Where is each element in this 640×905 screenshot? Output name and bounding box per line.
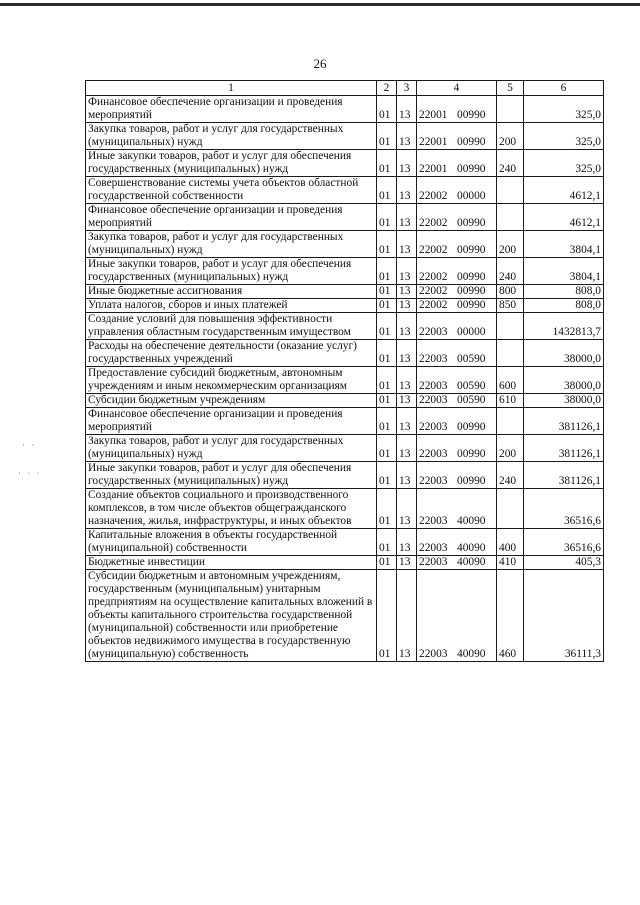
row-subsection: 13	[397, 313, 417, 340]
row-section: 01	[377, 123, 397, 150]
row-section: 01	[377, 408, 397, 435]
target-article-direction: 40090	[457, 515, 486, 527]
row-subsection: 13	[397, 462, 417, 489]
target-article-direction: 00990	[457, 244, 486, 256]
table-body	[86, 96, 604, 662]
row-name: Бюджетные инвестиции	[86, 556, 377, 570]
row-amount: 38000,0	[524, 340, 604, 367]
row-subsection: 13	[397, 489, 417, 529]
row-section: 01	[377, 150, 397, 177]
row-name: Финансовое обеспечение организации и проведения мероприятий	[86, 408, 377, 435]
target-article-program: 22002	[419, 285, 448, 297]
target-article-direction: 00990	[457, 271, 486, 283]
target-article-program: 22002	[419, 271, 448, 283]
target-article-program: 22002	[419, 190, 448, 202]
header-col-4: 4	[417, 81, 497, 96]
target-article-direction: 00590	[457, 353, 486, 365]
row-expense-type: 200	[497, 231, 524, 258]
row-target-article	[417, 299, 497, 313]
row-section: 01	[377, 556, 397, 570]
row-name: Финансовое обеспечение организации и проведения мероприятий	[86, 204, 377, 231]
row-subsection: 13	[397, 435, 417, 462]
table-row	[86, 570, 604, 662]
row-amount: 38000,0	[524, 394, 604, 408]
row-expense-type: 850	[497, 299, 524, 313]
row-amount: 4612,1	[524, 177, 604, 204]
row-name: Создание условий для повышения эффективности управления областным государственным имуществом	[86, 313, 377, 340]
row-amount: 808,0	[524, 285, 604, 299]
row-section: 01	[377, 258, 397, 285]
table-row	[86, 313, 604, 340]
table-row	[86, 340, 604, 367]
row-subsection: 13	[397, 556, 417, 570]
row-section: 01	[377, 313, 397, 340]
row-section: 01	[377, 435, 397, 462]
row-name: Предоставление субсидий бюджетным, автономным учреждениям и иным некоммерческим организациям	[86, 367, 377, 394]
header-col-3: 3	[397, 81, 417, 96]
row-expense-type: 800	[497, 285, 524, 299]
row-expense-type: 460	[497, 570, 524, 662]
row-name: Иные закупки товаров, работ и услуг для обеспечения государственных (муниципальных) нужд	[86, 462, 377, 489]
row-subsection: 13	[397, 204, 417, 231]
row-target-article	[417, 231, 497, 258]
row-target-article	[417, 435, 497, 462]
row-name: Закупка товаров, работ и услуг для государственных (муниципальных) нужд	[86, 435, 377, 462]
row-target-article	[417, 529, 497, 556]
table-row	[86, 489, 604, 529]
row-name: Создание объектов социального и производственного комплексов, в том числе объектов общегражданского назначения, жилья, инфраструктуры, и иных объектов	[86, 489, 377, 529]
table-row	[86, 177, 604, 204]
target-article-direction: 00000	[457, 190, 486, 202]
row-subsection: 13	[397, 123, 417, 150]
row-expense-type: 410	[497, 556, 524, 570]
scan-noise: · ·	[22, 440, 37, 450]
target-article-direction: 00590	[457, 380, 486, 392]
table-row	[86, 204, 604, 231]
row-amount: 325,0	[524, 96, 604, 123]
row-amount: 381126,1	[524, 408, 604, 435]
row-subsection: 13	[397, 258, 417, 285]
row-amount: 405,3	[524, 556, 604, 570]
row-expense-type	[497, 177, 524, 204]
row-name: Иные закупки товаров, работ и услуг для обеспечения государственных (муниципальных) нужд	[86, 258, 377, 285]
row-amount: 4612,1	[524, 204, 604, 231]
row-section: 01	[377, 231, 397, 258]
top-border-line	[0, 3, 640, 6]
row-target-article	[417, 313, 497, 340]
target-article-program: 22003	[419, 380, 448, 392]
row-target-article	[417, 150, 497, 177]
target-article-direction: 00990	[457, 109, 486, 121]
row-expense-type	[497, 489, 524, 529]
row-subsection: 13	[397, 231, 417, 258]
row-section: 01	[377, 462, 397, 489]
row-target-article	[417, 408, 497, 435]
row-name: Иные закупки товаров, работ и услуг для обеспечения государственных (муниципальных) нужд	[86, 150, 377, 177]
target-article-program: 22003	[419, 648, 448, 660]
target-article-direction: 40090	[457, 556, 486, 568]
row-amount: 36111,3	[524, 570, 604, 662]
row-target-article	[417, 367, 497, 394]
target-article-direction: 00000	[457, 326, 486, 338]
target-article-direction: 00990	[457, 475, 486, 487]
row-expense-type: 600	[497, 367, 524, 394]
target-article-program: 22003	[419, 515, 448, 527]
target-article-direction: 40090	[457, 542, 486, 554]
row-subsection: 13	[397, 367, 417, 394]
row-name: Иные бюджетные ассигнования	[86, 285, 377, 299]
table-row	[86, 123, 604, 150]
row-expense-type: 240	[497, 258, 524, 285]
row-target-article	[417, 556, 497, 570]
table-row	[86, 258, 604, 285]
header-col-2: 2	[377, 81, 397, 96]
row-target-article	[417, 258, 497, 285]
table-row	[86, 367, 604, 394]
row-expense-type: 200	[497, 435, 524, 462]
row-subsection: 13	[397, 177, 417, 204]
target-article-direction: 40090	[457, 648, 486, 660]
header-col-1: 1	[86, 81, 377, 96]
row-section: 01	[377, 177, 397, 204]
row-amount: 381126,1	[524, 462, 604, 489]
row-subsection: 13	[397, 340, 417, 367]
row-target-article	[417, 177, 497, 204]
row-expense-type	[497, 204, 524, 231]
target-article-direction: 00990	[457, 421, 486, 433]
row-expense-type: 610	[497, 394, 524, 408]
row-expense-type: 240	[497, 462, 524, 489]
row-expense-type: 400	[497, 529, 524, 556]
row-target-article	[417, 394, 497, 408]
target-article-direction: 00990	[457, 285, 486, 297]
row-target-article	[417, 123, 497, 150]
table-row	[86, 96, 604, 123]
table-row	[86, 394, 604, 408]
row-amount: 3804,1	[524, 258, 604, 285]
target-article-program: 22002	[419, 299, 448, 311]
target-article-program: 22002	[419, 244, 448, 256]
target-article-program: 22001	[419, 136, 448, 148]
row-amount: 36516,6	[524, 489, 604, 529]
row-section: 01	[377, 340, 397, 367]
row-section: 01	[377, 204, 397, 231]
target-article-direction: 00990	[457, 448, 486, 460]
row-amount: 381126,1	[524, 435, 604, 462]
table-row	[86, 529, 604, 556]
row-subsection: 13	[397, 299, 417, 313]
scan-noise: · · ·	[18, 468, 42, 478]
row-name: Субсидии бюджетным учреждениям	[86, 394, 377, 408]
row-name: Уплата налогов, сборов и иных платежей	[86, 299, 377, 313]
row-target-article	[417, 570, 497, 662]
table-row	[86, 150, 604, 177]
row-amount: 36516,6	[524, 529, 604, 556]
row-section: 01	[377, 285, 397, 299]
row-subsection: 13	[397, 285, 417, 299]
target-article-program: 22003	[419, 475, 448, 487]
table-row	[86, 435, 604, 462]
header-row	[86, 81, 604, 96]
row-expense-type	[497, 408, 524, 435]
target-article-direction: 00990	[457, 217, 486, 229]
table-row	[86, 556, 604, 570]
page-number: 26	[313, 56, 327, 71]
row-target-article	[417, 96, 497, 123]
row-expense-type	[497, 96, 524, 123]
header-col-6: 6	[524, 81, 604, 96]
target-article-program: 22003	[419, 326, 448, 338]
target-article-program: 22003	[419, 542, 448, 554]
target-article-program: 22003	[419, 421, 448, 433]
target-article-direction: 00990	[457, 136, 486, 148]
table-row	[86, 299, 604, 313]
row-section: 01	[377, 570, 397, 662]
row-target-article	[417, 285, 497, 299]
row-amount: 325,0	[524, 150, 604, 177]
target-article-program: 22001	[419, 109, 448, 121]
row-section: 01	[377, 394, 397, 408]
target-article-program: 22003	[419, 448, 448, 460]
row-expense-type	[497, 340, 524, 367]
row-amount: 1432813,7	[524, 313, 604, 340]
row-name: Субсидии бюджетным и автономным учреждениям, государственным (муниципальным) унитарным предприятиям на осуществление капитальных вложений в объекты капитального строительства государственной (муниципальной) собственности или приобретение объектов недвижимого имущества в государственную (муниципальную) собственность	[86, 570, 377, 662]
row-subsection: 13	[397, 96, 417, 123]
row-target-article	[417, 340, 497, 367]
target-article-direction: 00990	[457, 299, 486, 311]
row-subsection: 13	[397, 150, 417, 177]
row-name: Финансовое обеспечение организации и проведения мероприятий	[86, 96, 377, 123]
row-name: Совершенствование системы учета объектов областной государственной собственности	[86, 177, 377, 204]
row-expense-type: 200	[497, 123, 524, 150]
target-article-program: 22003	[419, 394, 448, 406]
target-article-direction: 00590	[457, 394, 486, 406]
table-row	[86, 231, 604, 258]
table-row	[86, 408, 604, 435]
row-expense-type	[497, 313, 524, 340]
target-article-direction: 00990	[457, 163, 486, 175]
budget-table	[85, 80, 604, 662]
row-subsection: 13	[397, 408, 417, 435]
row-section: 01	[377, 96, 397, 123]
row-section: 01	[377, 489, 397, 529]
row-amount: 325,0	[524, 123, 604, 150]
table-header	[86, 81, 604, 96]
row-target-article	[417, 462, 497, 489]
target-article-program: 22002	[419, 217, 448, 229]
header-col-5: 5	[497, 81, 524, 96]
table-row	[86, 462, 604, 489]
row-section: 01	[377, 529, 397, 556]
row-amount: 808,0	[524, 299, 604, 313]
table-row	[86, 285, 604, 299]
row-subsection: 13	[397, 394, 417, 408]
target-article-program: 22003	[419, 556, 448, 568]
row-name: Закупка товаров, работ и услуг для государственных (муниципальных) нужд	[86, 123, 377, 150]
row-section: 01	[377, 367, 397, 394]
row-name: Закупка товаров, работ и услуг для государственных (муниципальных) нужд	[86, 231, 377, 258]
target-article-program: 22003	[419, 353, 448, 365]
row-target-article	[417, 489, 497, 529]
row-name: Расходы на обеспечение деятельности (оказание услуг) государственных учреждений	[86, 340, 377, 367]
row-name: Капитальные вложения в объекты государственной (муниципальной) собственности	[86, 529, 377, 556]
target-article-program: 22001	[419, 163, 448, 175]
row-amount: 38000,0	[524, 367, 604, 394]
row-amount: 3804,1	[524, 231, 604, 258]
row-target-article	[417, 204, 497, 231]
row-expense-type: 240	[497, 150, 524, 177]
row-subsection: 13	[397, 570, 417, 662]
row-subsection: 13	[397, 529, 417, 556]
row-section: 01	[377, 299, 397, 313]
